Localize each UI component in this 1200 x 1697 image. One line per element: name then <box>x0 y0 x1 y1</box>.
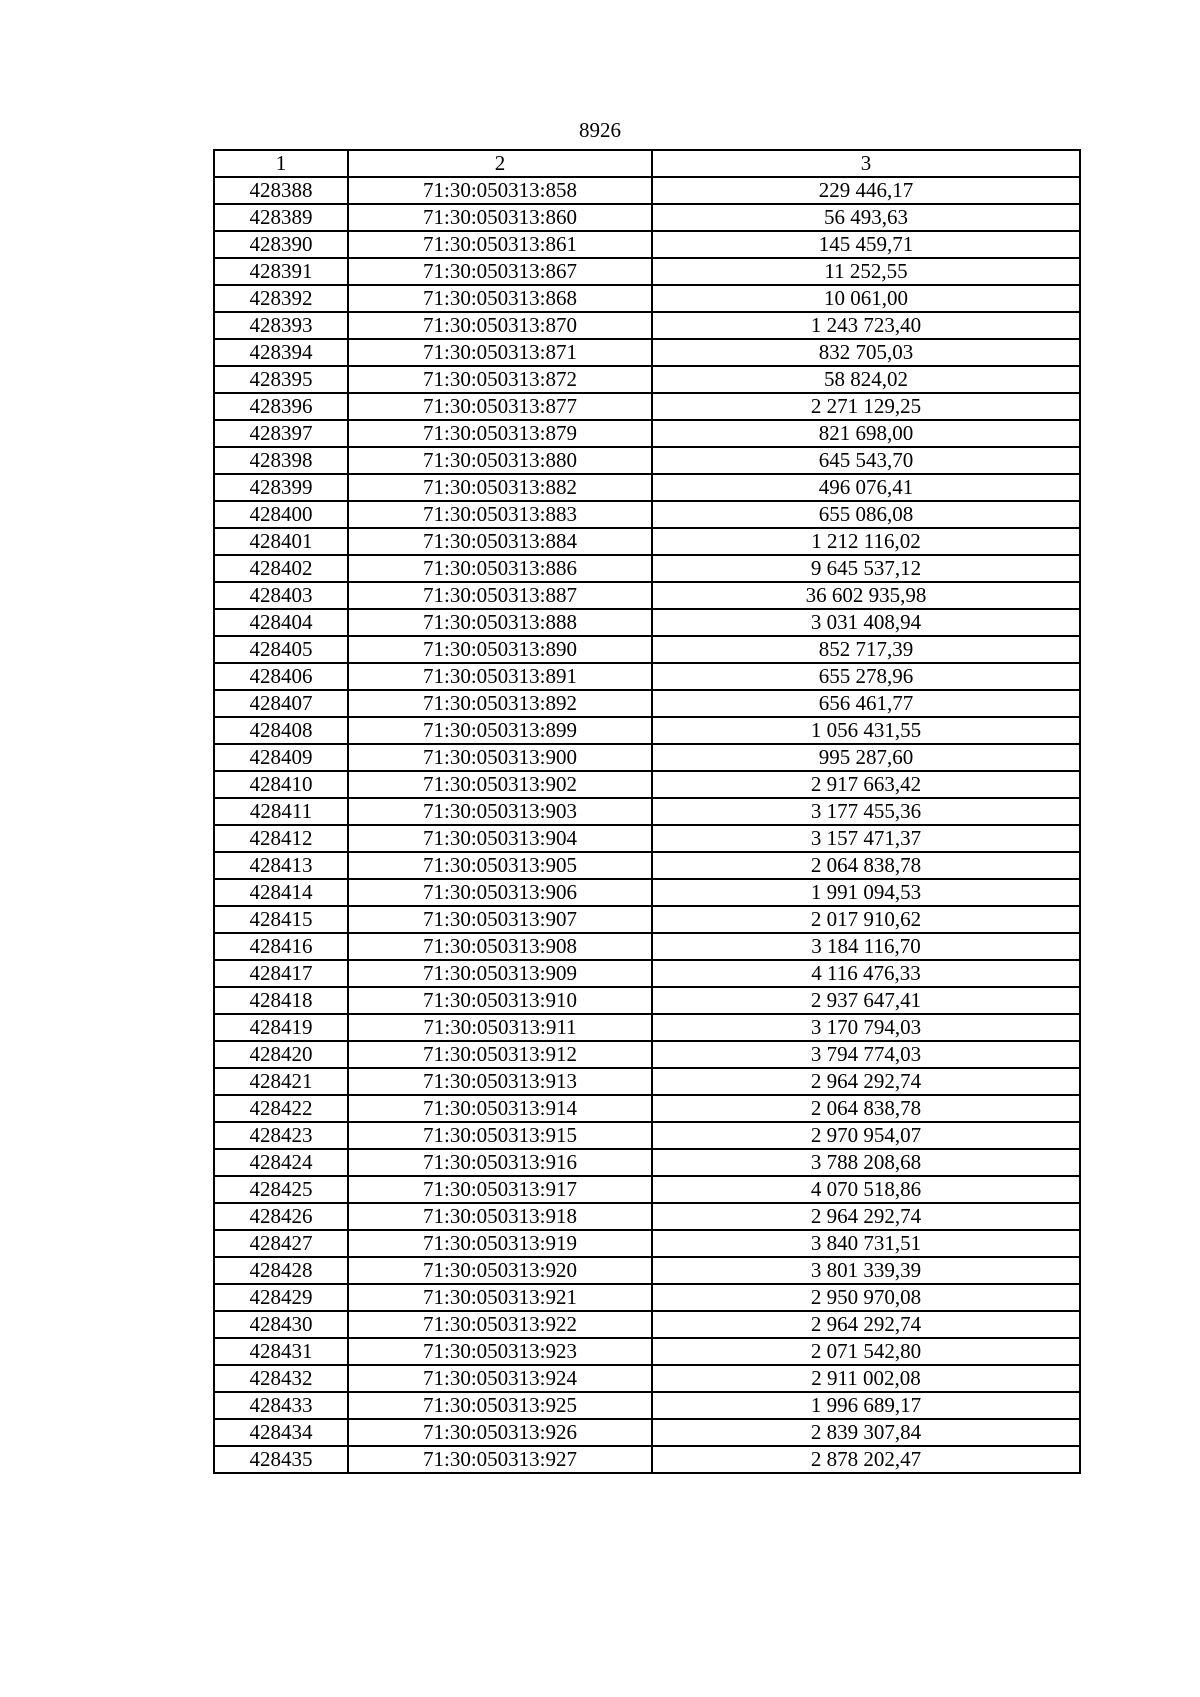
cadastral-number-cell: 71:30:050313:872 <box>348 366 652 393</box>
cadastral-number-cell: 71:30:050313:905 <box>348 852 652 879</box>
value-cell: 56 493,63 <box>652 204 1080 231</box>
cadastral-number-cell: 71:30:050313:924 <box>348 1365 652 1392</box>
cadastral-number-cell: 71:30:050313:890 <box>348 636 652 663</box>
row-number-cell: 428399 <box>214 474 348 501</box>
value-cell: 3 184 116,70 <box>652 933 1080 960</box>
value-cell: 2 964 292,74 <box>652 1311 1080 1338</box>
row-number-cell: 428427 <box>214 1230 348 1257</box>
table-row <box>214 690 1080 717</box>
page-number: 8926 <box>579 118 621 142</box>
cadastral-number-cell: 71:30:050313:879 <box>348 420 652 447</box>
table-row <box>214 960 1080 987</box>
value-cell: 9 645 537,12 <box>652 555 1080 582</box>
cadastral-number-cell: 71:30:050313:918 <box>348 1203 652 1230</box>
table-row <box>214 177 1080 204</box>
value-cell: 10 061,00 <box>652 285 1080 312</box>
table-row <box>214 1284 1080 1311</box>
table-row <box>214 717 1080 744</box>
row-number-cell: 428405 <box>214 636 348 663</box>
value-cell: 2 911 002,08 <box>652 1365 1080 1392</box>
cadastral-number-cell: 71:30:050313:907 <box>348 906 652 933</box>
cadastral-number-cell: 71:30:050313:891 <box>348 663 652 690</box>
value-cell: 3 177 455,36 <box>652 798 1080 825</box>
row-number-cell: 428435 <box>214 1446 348 1473</box>
row-number-cell: 428422 <box>214 1095 348 1122</box>
cadastral-number-cell: 71:30:050313:882 <box>348 474 652 501</box>
cadastral-number-cell: 71:30:050313:927 <box>348 1446 652 1473</box>
value-cell: 4 116 476,33 <box>652 960 1080 987</box>
cadastral-number-cell: 71:30:050313:886 <box>348 555 652 582</box>
row-number-cell: 428429 <box>214 1284 348 1311</box>
table-row <box>214 1122 1080 1149</box>
value-cell: 36 602 935,98 <box>652 582 1080 609</box>
row-number-cell: 428425 <box>214 1176 348 1203</box>
table-row <box>214 339 1080 366</box>
table-row <box>214 447 1080 474</box>
table-row <box>214 1257 1080 1284</box>
table-row <box>214 285 1080 312</box>
cadastral-number-cell: 71:30:050313:900 <box>348 744 652 771</box>
value-cell: 852 717,39 <box>652 636 1080 663</box>
value-cell: 832 705,03 <box>652 339 1080 366</box>
value-cell: 3 840 731,51 <box>652 1230 1080 1257</box>
table-row <box>214 1338 1080 1365</box>
cadastral-number-cell: 71:30:050313:904 <box>348 825 652 852</box>
value-cell: 2 064 838,78 <box>652 1095 1080 1122</box>
row-number-cell: 428390 <box>214 231 348 258</box>
cadastral-number-cell: 71:30:050313:861 <box>348 231 652 258</box>
cadastral-number-cell: 71:30:050313:899 <box>348 717 652 744</box>
cadastral-number-cell: 71:30:050313:868 <box>348 285 652 312</box>
cadastral-number-cell: 71:30:050313:877 <box>348 393 652 420</box>
table-row <box>214 825 1080 852</box>
row-number-cell: 428424 <box>214 1149 348 1176</box>
row-number-cell: 428433 <box>214 1392 348 1419</box>
row-number-cell: 428404 <box>214 609 348 636</box>
table-row <box>214 1203 1080 1230</box>
table-row <box>214 1446 1080 1473</box>
table-row <box>214 636 1080 663</box>
cadastral-number-cell: 71:30:050313:860 <box>348 204 652 231</box>
cadastral-number-cell: 71:30:050313:883 <box>348 501 652 528</box>
row-number-cell: 428402 <box>214 555 348 582</box>
value-cell: 2 064 838,78 <box>652 852 1080 879</box>
row-number-cell: 428393 <box>214 312 348 339</box>
row-number-cell: 428430 <box>214 1311 348 1338</box>
value-cell: 995 287,60 <box>652 744 1080 771</box>
cadastral-number-cell: 71:30:050313:913 <box>348 1068 652 1095</box>
row-number-cell: 428420 <box>214 1041 348 1068</box>
cadastral-number-cell: 71:30:050313:880 <box>348 447 652 474</box>
table-row <box>214 852 1080 879</box>
table-row <box>214 798 1080 825</box>
value-cell: 3 031 408,94 <box>652 609 1080 636</box>
value-cell: 1 996 689,17 <box>652 1392 1080 1419</box>
row-number-cell: 428415 <box>214 906 348 933</box>
table-row <box>214 258 1080 285</box>
table-row <box>214 933 1080 960</box>
value-cell: 645 543,70 <box>652 447 1080 474</box>
row-number-cell: 428409 <box>214 744 348 771</box>
table-row <box>214 1176 1080 1203</box>
row-number-cell: 428426 <box>214 1203 348 1230</box>
value-cell: 496 076,41 <box>652 474 1080 501</box>
value-cell: 3 794 774,03 <box>652 1041 1080 1068</box>
table-row <box>214 771 1080 798</box>
row-number-cell: 428388 <box>214 177 348 204</box>
row-number-cell: 428398 <box>214 447 348 474</box>
cadastral-number-cell: 71:30:050313:870 <box>348 312 652 339</box>
value-cell: 2 970 954,07 <box>652 1122 1080 1149</box>
cadastral-number-cell: 71:30:050313:908 <box>348 933 652 960</box>
row-number-cell: 428411 <box>214 798 348 825</box>
row-number-cell: 428418 <box>214 987 348 1014</box>
cadastral-number-cell: 71:30:050313:903 <box>348 798 652 825</box>
value-cell: 1 243 723,40 <box>652 312 1080 339</box>
table-row <box>214 879 1080 906</box>
row-number-cell: 428397 <box>214 420 348 447</box>
value-cell: 2 964 292,74 <box>652 1068 1080 1095</box>
column-header-2: 2 <box>348 150 652 177</box>
row-number-cell: 428412 <box>214 825 348 852</box>
value-cell: 11 252,55 <box>652 258 1080 285</box>
table-row <box>214 1311 1080 1338</box>
cadastral-number-cell: 71:30:050313:923 <box>348 1338 652 1365</box>
value-cell: 655 086,08 <box>652 501 1080 528</box>
table-row <box>214 1014 1080 1041</box>
row-number-cell: 428434 <box>214 1419 348 1446</box>
table-row <box>214 420 1080 447</box>
row-number-cell: 428417 <box>214 960 348 987</box>
value-cell: 3 788 208,68 <box>652 1149 1080 1176</box>
row-number-cell: 428408 <box>214 717 348 744</box>
column-header-3: 3 <box>652 150 1080 177</box>
value-cell: 3 157 471,37 <box>652 825 1080 852</box>
cadastral-number-cell: 71:30:050313:920 <box>348 1257 652 1284</box>
value-cell: 4 070 518,86 <box>652 1176 1080 1203</box>
row-number-cell: 428419 <box>214 1014 348 1041</box>
row-number-cell: 428395 <box>214 366 348 393</box>
table-row <box>214 987 1080 1014</box>
cadastral-number-cell: 71:30:050313:922 <box>348 1311 652 1338</box>
cadastral-number-cell: 71:30:050313:871 <box>348 339 652 366</box>
cadastral-number-cell: 71:30:050313:902 <box>348 771 652 798</box>
value-cell: 2 839 307,84 <box>652 1419 1080 1446</box>
row-number-cell: 428407 <box>214 690 348 717</box>
cadastral-number-cell: 71:30:050313:910 <box>348 987 652 1014</box>
row-number-cell: 428421 <box>214 1068 348 1095</box>
table-row <box>214 1365 1080 1392</box>
table-row <box>214 1068 1080 1095</box>
table-row <box>214 312 1080 339</box>
cadastral-number-cell: 71:30:050313:909 <box>348 960 652 987</box>
cadastral-number-cell: 71:30:050313:915 <box>348 1122 652 1149</box>
row-number-cell: 428403 <box>214 582 348 609</box>
row-number-cell: 428431 <box>214 1338 348 1365</box>
value-cell: 2 964 292,74 <box>652 1203 1080 1230</box>
row-number-cell: 428416 <box>214 933 348 960</box>
table-row <box>214 1419 1080 1446</box>
cadastral-number-cell: 71:30:050313:906 <box>348 879 652 906</box>
value-cell: 58 824,02 <box>652 366 1080 393</box>
row-number-cell: 428391 <box>214 258 348 285</box>
row-number-cell: 428432 <box>214 1365 348 1392</box>
table-row <box>214 1230 1080 1257</box>
row-number-cell: 428394 <box>214 339 348 366</box>
table-row <box>214 744 1080 771</box>
cadastral-number-cell: 71:30:050313:925 <box>348 1392 652 1419</box>
cadastral-number-cell: 71:30:050313:917 <box>348 1176 652 1203</box>
table-row <box>214 663 1080 690</box>
value-cell: 1 056 431,55 <box>652 717 1080 744</box>
value-cell: 2 071 542,80 <box>652 1338 1080 1365</box>
value-cell: 1 991 094,53 <box>652 879 1080 906</box>
table-row <box>214 609 1080 636</box>
cadastral-number-cell: 71:30:050313:892 <box>348 690 652 717</box>
value-cell: 3 170 794,03 <box>652 1014 1080 1041</box>
value-cell: 229 446,17 <box>652 177 1080 204</box>
value-cell: 655 278,96 <box>652 663 1080 690</box>
value-cell: 656 461,77 <box>652 690 1080 717</box>
cadastral-number-cell: 71:30:050313:867 <box>348 258 652 285</box>
row-number-cell: 428413 <box>214 852 348 879</box>
value-cell: 3 801 339,39 <box>652 1257 1080 1284</box>
table-row <box>214 528 1080 555</box>
row-number-cell: 428392 <box>214 285 348 312</box>
table-row <box>214 1095 1080 1122</box>
table-row <box>214 1041 1080 1068</box>
cadastral-number-cell: 71:30:050313:914 <box>348 1095 652 1122</box>
table-row <box>214 1149 1080 1176</box>
value-cell: 2 271 129,25 <box>652 393 1080 420</box>
table-row <box>214 1392 1080 1419</box>
cadastral-number-cell: 71:30:050313:919 <box>348 1230 652 1257</box>
value-cell: 821 698,00 <box>652 420 1080 447</box>
cadastral-number-cell: 71:30:050313:911 <box>348 1014 652 1041</box>
table-row <box>214 501 1080 528</box>
table-row <box>214 204 1080 231</box>
cadastral-number-cell: 71:30:050313:858 <box>348 177 652 204</box>
value-cell: 2 017 910,62 <box>652 906 1080 933</box>
cadastral-number-cell: 71:30:050313:884 <box>348 528 652 555</box>
value-cell: 1 212 116,02 <box>652 528 1080 555</box>
row-number-cell: 428428 <box>214 1257 348 1284</box>
row-number-cell: 428400 <box>214 501 348 528</box>
column-header-1: 1 <box>214 150 348 177</box>
row-number-cell: 428401 <box>214 528 348 555</box>
table-row <box>214 582 1080 609</box>
row-number-cell: 428414 <box>214 879 348 906</box>
table-body <box>214 177 1080 1473</box>
value-cell: 2 937 647,41 <box>652 987 1080 1014</box>
cadastral-number-cell: 71:30:050313:916 <box>348 1149 652 1176</box>
row-number-cell: 428396 <box>214 393 348 420</box>
value-cell: 2 878 202,47 <box>652 1446 1080 1473</box>
cadastral-number-cell: 71:30:050313:921 <box>348 1284 652 1311</box>
header-row <box>214 150 1080 177</box>
row-number-cell: 428423 <box>214 1122 348 1149</box>
cadastral-number-cell: 71:30:050313:888 <box>348 609 652 636</box>
row-number-cell: 428389 <box>214 204 348 231</box>
table-row <box>214 474 1080 501</box>
table-header <box>214 150 1080 177</box>
value-cell: 145 459,71 <box>652 231 1080 258</box>
cadastral-number-cell: 71:30:050313:887 <box>348 582 652 609</box>
cadastral-number-cell: 71:30:050313:926 <box>348 1419 652 1446</box>
table-row <box>214 906 1080 933</box>
row-number-cell: 428410 <box>214 771 348 798</box>
value-cell: 2 950 970,08 <box>652 1284 1080 1311</box>
value-cell: 2 917 663,42 <box>652 771 1080 798</box>
data-table <box>213 149 1081 1474</box>
table-row <box>214 231 1080 258</box>
table-row <box>214 393 1080 420</box>
row-number-cell: 428406 <box>214 663 348 690</box>
table-row <box>214 555 1080 582</box>
cadastral-number-cell: 71:30:050313:912 <box>348 1041 652 1068</box>
table-row <box>214 366 1080 393</box>
